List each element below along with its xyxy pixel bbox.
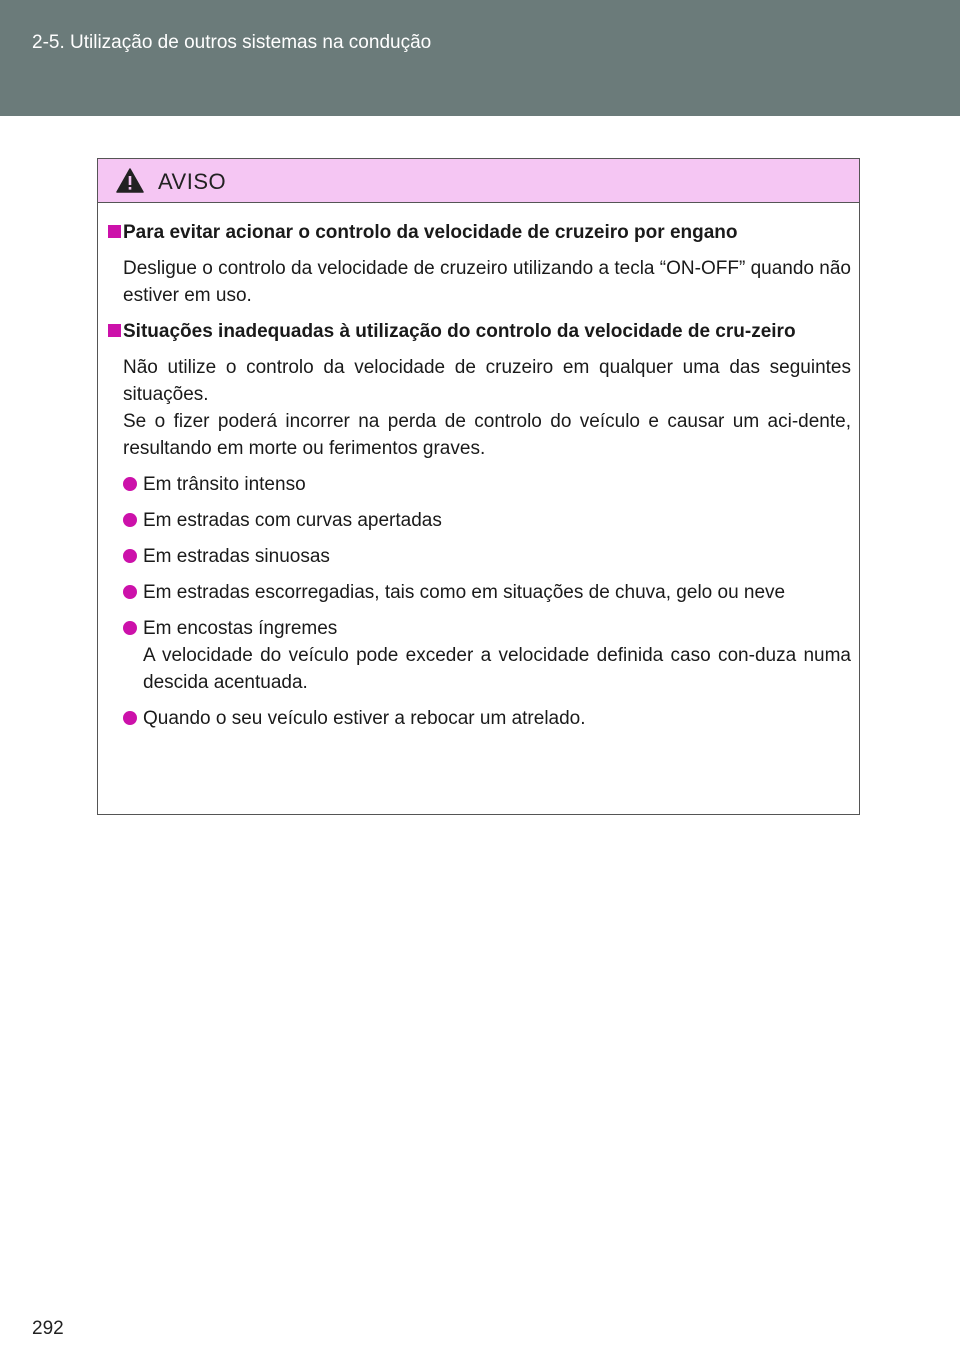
list-item: Em estradas com curvas apertadas — [108, 507, 851, 534]
paragraph: Não utilize o controlo da velocidade de cruzeiro em qualquer uma das seguintes situações. Se o fizer poderá incorrer na perda de controlo do veículo e causar um aci-dente, resultando em morte ou ferimentos graves. — [123, 357, 851, 459]
list-item: Em encostas íngremes A velocidade do veículo pode exceder a velocidade definida caso con-duza numa descida acentuada. — [108, 615, 851, 696]
round-bullet-icon — [123, 549, 137, 563]
round-bullet-icon — [123, 585, 137, 599]
page-number: 292 — [32, 1318, 64, 1339]
section-heading: Para evitar acionar o controlo da velocidade de cruzeiro por engano — [108, 219, 851, 246]
square-bullet-icon — [108, 225, 121, 238]
warning-box — [97, 158, 860, 815]
round-bullet-icon — [123, 711, 137, 725]
list-item: Em trânsito intenso — [108, 471, 851, 498]
list-item: Em estradas escorregadias, tais como em situações de chuva, gelo ou neve — [108, 579, 851, 606]
list-item-note: A velocidade do veículo pode exceder a velocidade definida caso con-duza numa descida acentuada. — [143, 645, 851, 693]
section-heading: Situações inadequadas à utilização do controlo da velocidade de cru-zeiro — [108, 318, 851, 345]
warning-content — [98, 203, 859, 732]
square-bullet-icon — [108, 324, 121, 337]
warning-triangle-icon — [116, 168, 144, 193]
warning-header — [98, 159, 859, 203]
warning-label: AVISO — [158, 169, 227, 194]
paragraph: Desligue o controlo da velocidade de cruzeiro utilizando a tecla “ON-OFF” quando não estiver em uso. — [123, 258, 851, 306]
round-bullet-icon — [123, 621, 137, 635]
round-bullet-icon — [123, 513, 137, 527]
chapter-header-band — [0, 0, 960, 116]
list-item: Quando o seu veículo estiver a rebocar um atrelado. — [108, 705, 851, 732]
round-bullet-icon — [123, 477, 137, 491]
list-item: Em estradas sinuosas — [108, 543, 851, 570]
section-title: 2-5. Utilização de outros sistemas na condução — [32, 32, 432, 53]
